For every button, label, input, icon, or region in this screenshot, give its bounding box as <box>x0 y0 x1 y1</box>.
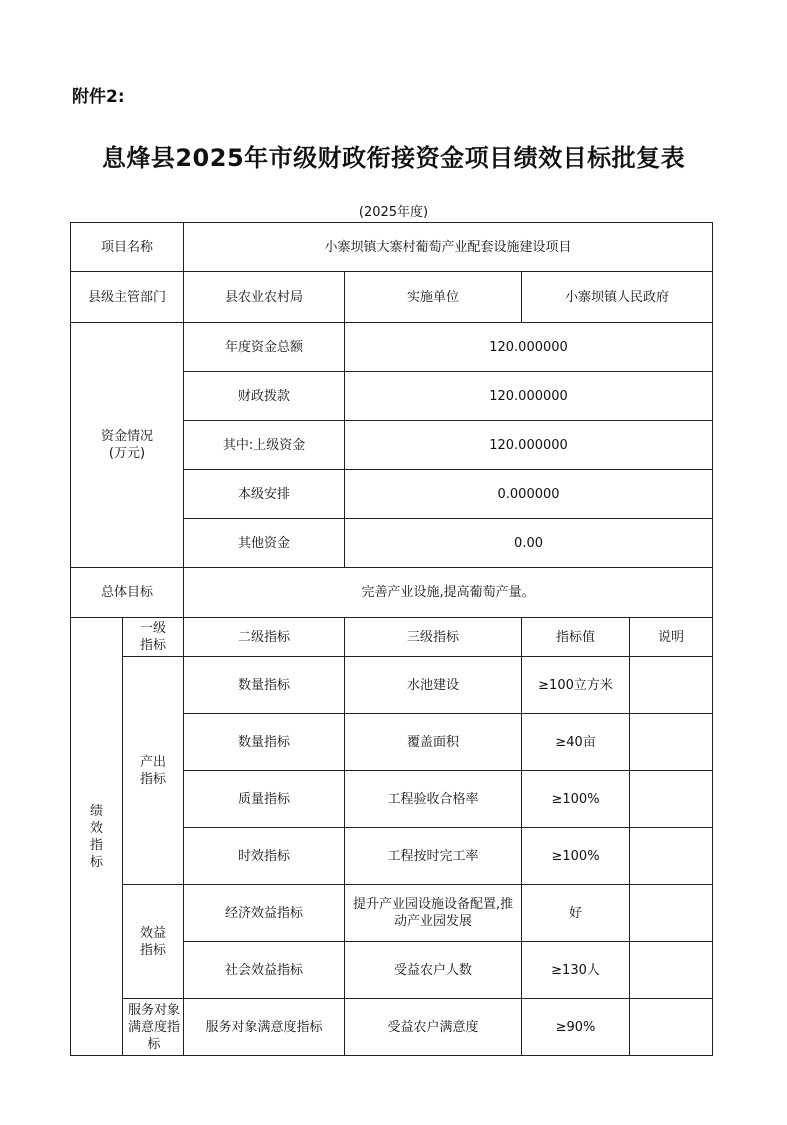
project-name-label: 项目名称 <box>71 223 184 272</box>
dept-value: 县农业农村局 <box>184 272 345 323</box>
level3-cell: 提升产业园设施设备配置,推动产业园发展 <box>345 885 522 942</box>
fund-label: 本级安排 <box>184 470 345 519</box>
level3-cell: 受益农户人数 <box>345 942 522 999</box>
level2-cell: 时效指标 <box>184 828 345 885</box>
fund-label: 其中:上级资金 <box>184 421 345 470</box>
approval-table <box>70 222 713 1056</box>
value-cell: ≥130人 <box>522 942 630 999</box>
page-title: 息烽县2025年市级财政衔接资金项目绩效目标批复表 <box>101 144 686 172</box>
header-level1-text: 一级指标 <box>139 621 166 653</box>
value-cell: ≥40亩 <box>522 714 630 771</box>
output-label-text: 产出指标 <box>139 754 166 787</box>
impl-unit-value: 小寨坝镇人民政府 <box>522 272 713 323</box>
benefit-label-text: 效益指标 <box>139 925 166 958</box>
level2-cell: 服务对象满意度指标 <box>184 999 345 1056</box>
table-row <box>71 223 713 272</box>
level3-cell: 受益农户满意度 <box>345 999 522 1056</box>
performance-section-label <box>71 618 123 1056</box>
table-row <box>71 568 713 618</box>
level3-cell: 工程按时完工率 <box>345 828 522 885</box>
note-cell <box>630 942 713 999</box>
level3-cell: 覆盖面积 <box>345 714 522 771</box>
value-cell: ≥100% <box>522 828 630 885</box>
header-value: 指标值 <box>522 618 630 657</box>
level2-cell: 数量指标 <box>184 714 345 771</box>
fund-value: 120.000000 <box>345 421 713 470</box>
level2-cell: 数量指标 <box>184 657 345 714</box>
table-row <box>71 272 713 323</box>
header-level1 <box>123 618 184 657</box>
note-cell <box>630 771 713 828</box>
table-row <box>71 657 713 714</box>
fund-value: 0.00 <box>345 519 713 568</box>
note-cell <box>630 828 713 885</box>
value-cell: ≥90% <box>522 999 630 1056</box>
table-row <box>71 323 713 372</box>
satisfaction-indicator-label <box>123 999 184 1056</box>
attachment-label: 附件2: <box>72 87 125 107</box>
table-row <box>71 618 713 657</box>
fund-label: 其他资金 <box>184 519 345 568</box>
table-row <box>71 999 713 1056</box>
performance-label-text: 绩效指标 <box>89 803 103 870</box>
fiscal-year: (2025年度) <box>358 205 429 220</box>
funds-label-line1: 资金情况 <box>101 429 154 444</box>
table-row <box>71 885 713 942</box>
level2-cell: 经济效益指标 <box>184 885 345 942</box>
note-cell <box>630 999 713 1056</box>
value-cell: ≥100% <box>522 771 630 828</box>
overall-goal-label: 总体目标 <box>71 568 184 618</box>
header-level3: 三级指标 <box>345 618 522 657</box>
level3-cell: 工程验收合格率 <box>345 771 522 828</box>
satisfaction-label-text: 服务对象满意度指标 <box>127 1002 180 1052</box>
note-cell <box>630 714 713 771</box>
fund-label: 财政拨款 <box>184 372 345 421</box>
level2-cell: 社会效益指标 <box>184 942 345 999</box>
header-note: 说明 <box>630 618 713 657</box>
fund-value: 0.000000 <box>345 470 713 519</box>
output-indicator-label <box>123 657 184 885</box>
overall-goal-value: 完善产业设施,提高葡萄产量。 <box>184 568 713 618</box>
impl-unit-label: 实施单位 <box>345 272 522 323</box>
value-cell: 好 <box>522 885 630 942</box>
benefit-indicator-label <box>123 885 184 999</box>
header-level2: 二级指标 <box>184 618 345 657</box>
level3-cell: 水池建设 <box>345 657 522 714</box>
funds-label-line2: (万元) <box>108 446 146 461</box>
fund-label: 年度资金总额 <box>184 323 345 372</box>
note-cell <box>630 885 713 942</box>
project-name-value: 小寨坝镇大寨村葡萄产业配套设施建设项目 <box>184 223 713 272</box>
fund-value: 120.000000 <box>345 323 713 372</box>
fund-value: 120.000000 <box>345 372 713 421</box>
note-cell <box>630 657 713 714</box>
funds-section-label <box>71 323 184 568</box>
dept-label: 县级主管部门 <box>71 272 184 323</box>
level2-cell: 质量指标 <box>184 771 345 828</box>
value-cell: ≥100立方米 <box>522 657 630 714</box>
